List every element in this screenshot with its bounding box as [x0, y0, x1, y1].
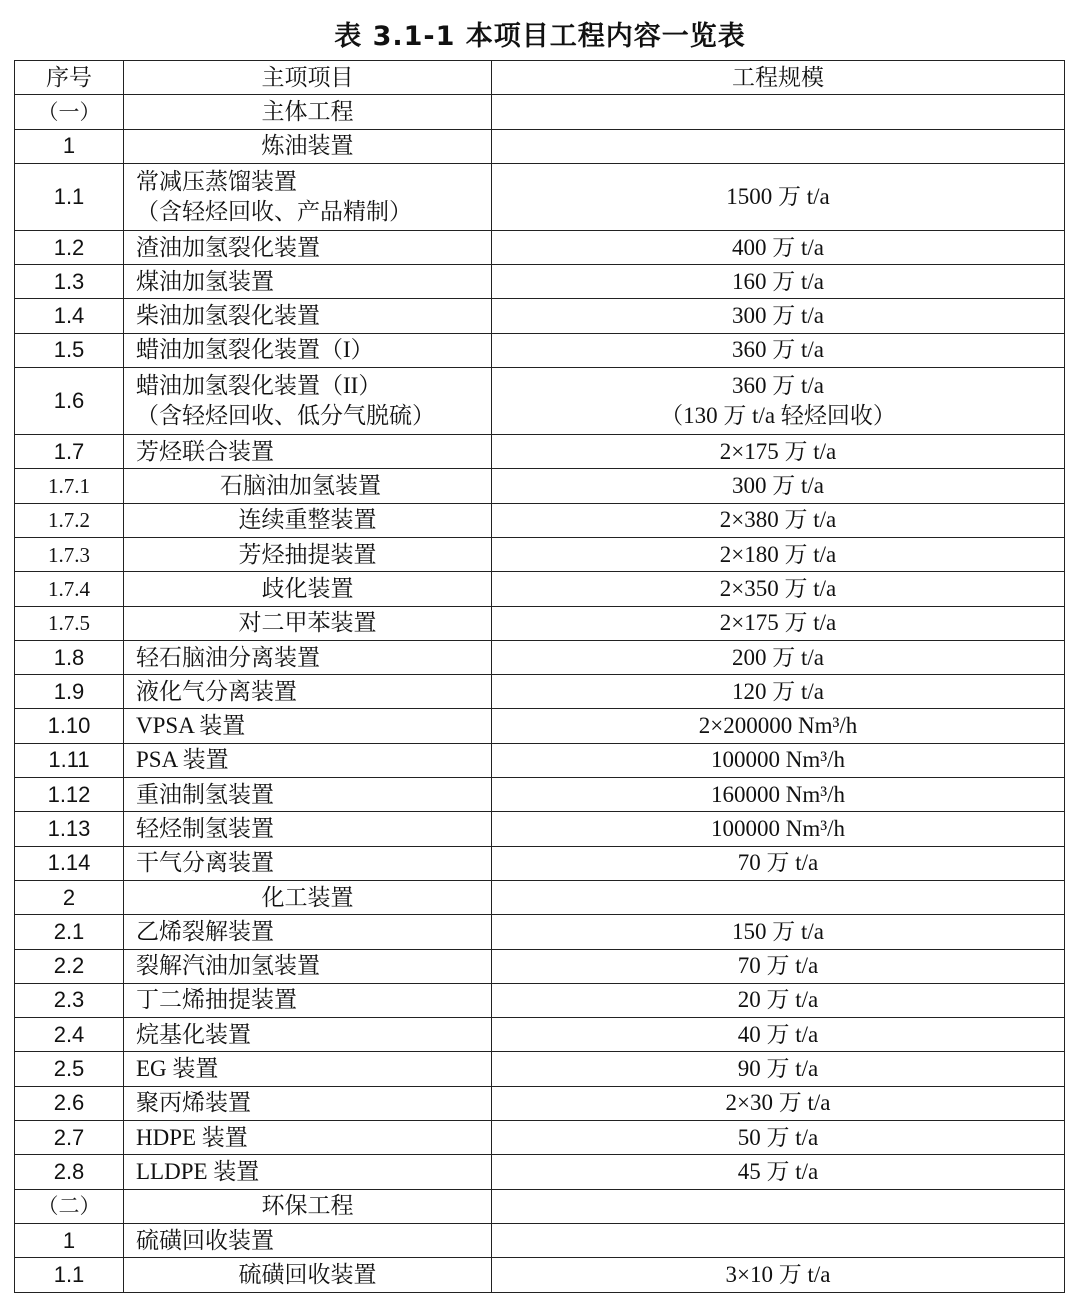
table-row — [15, 983, 1065, 1017]
row-scale — [492, 537, 1065, 571]
row-scale — [492, 265, 1065, 299]
row-seq: （一） — [15, 95, 124, 129]
scale-line: 70 万 t/a — [737, 953, 819, 979]
row-item-name — [124, 606, 492, 640]
scale-line: 360 万 t/a — [732, 337, 824, 363]
scale-line: 50 万 t/a — [737, 1124, 819, 1150]
row-scale — [492, 129, 1065, 163]
table-row — [15, 1155, 1065, 1189]
item-name-line: 芳烃联合装置 — [136, 438, 274, 464]
item-name-line: 芳烃抽提装置 — [238, 541, 377, 567]
row-scale — [492, 1189, 1065, 1223]
row-seq: 1.6 — [15, 368, 124, 435]
header-item: 主项项目 — [124, 61, 492, 95]
scale-line: 2×30 万 t/a — [725, 1090, 831, 1116]
item-name-line: 重油制氢装置 — [136, 781, 274, 807]
item-name-line: 柴油加氢裂化装置 — [136, 303, 320, 329]
row-item-name — [124, 469, 492, 503]
table-row — [15, 1052, 1065, 1086]
row-seq: 2 — [15, 880, 124, 914]
row-item-name — [124, 435, 492, 469]
table-row — [15, 1258, 1065, 1292]
row-item-name — [124, 709, 492, 743]
item-name-line: 轻烃制氢装置 — [136, 815, 274, 841]
row-seq: 2.7 — [15, 1121, 124, 1155]
row-scale — [492, 1121, 1065, 1155]
table-row — [15, 265, 1065, 299]
item-name-line: VPSA 装置 — [136, 713, 246, 739]
table-row — [15, 846, 1065, 880]
row-seq: 1.5 — [15, 333, 124, 367]
table-row — [15, 778, 1065, 812]
table-row — [15, 1223, 1065, 1257]
item-name-line: 蜡油加氢裂化装置（II） — [136, 373, 382, 399]
row-item-name — [124, 129, 492, 163]
item-name-line: 裂解汽油加氢装置 — [136, 953, 320, 979]
row-scale — [492, 1223, 1065, 1257]
row-scale — [492, 163, 1065, 230]
table-title: 表 3.1-1 本项目工程内容一览表 — [334, 21, 746, 52]
row-scale — [492, 435, 1065, 469]
scale-line: 40 万 t/a — [737, 1021, 819, 1047]
table-row — [15, 95, 1065, 129]
scale-line: 300 万 t/a — [732, 303, 824, 329]
row-item-name — [124, 163, 492, 230]
table-row — [15, 299, 1065, 333]
scale-line: 3×10 万 t/a — [725, 1261, 831, 1287]
row-item-name — [124, 880, 492, 914]
row-seq: 1.4 — [15, 299, 124, 333]
scale-line: 160000 Nm³/h — [710, 781, 846, 807]
header-seq: 序号 — [15, 61, 124, 95]
row-scale — [492, 606, 1065, 640]
table-row — [15, 1189, 1065, 1223]
row-scale — [492, 1086, 1065, 1120]
item-name-line: （含轻烃回收、产品精制） — [136, 198, 412, 224]
row-item-name — [124, 778, 492, 812]
row-seq: 1.7.2 — [15, 503, 124, 537]
row-scale — [492, 572, 1065, 606]
row-seq: 1.10 — [15, 709, 124, 743]
scale-line: 100000 Nm³/h — [710, 747, 846, 773]
row-seq: （二） — [15, 1189, 124, 1223]
row-item-name — [124, 983, 492, 1017]
table-row — [15, 333, 1065, 367]
row-scale — [492, 812, 1065, 846]
row-item-name — [124, 846, 492, 880]
row-item-name — [124, 1018, 492, 1052]
row-scale — [492, 299, 1065, 333]
scale-line: 120 万 t/a — [732, 678, 824, 704]
table-row — [15, 606, 1065, 640]
item-name-line: 煤油加氢装置 — [136, 268, 274, 294]
row-item-name — [124, 572, 492, 606]
item-name-line: 聚丙烯装置 — [136, 1090, 251, 1116]
row-item-name — [124, 1223, 492, 1257]
row-seq: 1.7.4 — [15, 572, 124, 606]
row-item-name — [124, 1155, 492, 1189]
row-scale — [492, 503, 1065, 537]
row-scale — [492, 983, 1065, 1017]
row-seq: 1.3 — [15, 265, 124, 299]
scale-line: 150 万 t/a — [732, 918, 824, 944]
row-item-name — [124, 949, 492, 983]
row-scale — [492, 1018, 1065, 1052]
item-name-line: HDPE 装置 — [136, 1124, 248, 1150]
scale-line: 160 万 t/a — [732, 268, 824, 294]
row-item-name — [124, 1052, 492, 1086]
row-seq: 2.4 — [15, 1018, 124, 1052]
row-scale — [492, 675, 1065, 709]
row-seq: 1.13 — [15, 812, 124, 846]
row-item-name — [124, 743, 492, 777]
table-row — [15, 572, 1065, 606]
row-scale — [492, 640, 1065, 674]
table-row — [15, 230, 1065, 264]
row-scale — [492, 1155, 1065, 1189]
scale-line: 90 万 t/a — [737, 1056, 819, 1082]
row-scale — [492, 1258, 1065, 1292]
item-name-line: 硫磺回收装置 — [238, 1261, 377, 1287]
row-seq: 1.8 — [15, 640, 124, 674]
scale-line: 300 万 t/a — [732, 473, 824, 499]
row-seq: 2.8 — [15, 1155, 124, 1189]
scale-line: 2×175 万 t/a — [719, 610, 837, 636]
item-name-line: 常减压蒸馏装置 — [136, 168, 297, 194]
row-seq: 2.6 — [15, 1086, 124, 1120]
header-scale: 工程规模 — [492, 61, 1065, 95]
row-item-name — [124, 265, 492, 299]
table-row — [15, 469, 1065, 503]
scale-line: 100000 Nm³/h — [710, 815, 846, 841]
scale-line: 20 万 t/a — [737, 987, 819, 1013]
item-name-line: 渣油加氢裂化装置 — [136, 234, 320, 260]
row-item-name — [124, 333, 492, 367]
table-row — [15, 880, 1065, 914]
row-scale — [492, 743, 1065, 777]
row-seq: 1.2 — [15, 230, 124, 264]
table-row — [15, 129, 1065, 163]
row-scale — [492, 333, 1065, 367]
row-seq: 2.2 — [15, 949, 124, 983]
row-seq: 1.7.5 — [15, 606, 124, 640]
table-row — [15, 1018, 1065, 1052]
item-name-line: PSA 装置 — [136, 747, 229, 773]
item-name-line: 烷基化装置 — [136, 1021, 251, 1047]
row-scale — [492, 709, 1065, 743]
table-row — [15, 537, 1065, 571]
row-item-name — [124, 640, 492, 674]
table-row — [15, 675, 1065, 709]
row-item-name — [124, 299, 492, 333]
item-name-line: 对二甲苯装置 — [238, 610, 377, 636]
item-name-line: 蜡油加氢裂化装置（I） — [136, 337, 374, 363]
item-name-line: 干气分离装置 — [136, 850, 274, 876]
table-row — [15, 915, 1065, 949]
item-name-line: 液化气分离装置 — [136, 678, 297, 704]
row-scale — [492, 368, 1065, 435]
row-item-name — [124, 812, 492, 846]
row-scale — [492, 230, 1065, 264]
item-name-line: 轻石脑油分离装置 — [136, 644, 320, 670]
row-seq: 1.7.1 — [15, 469, 124, 503]
row-item-name — [124, 1086, 492, 1120]
scale-line: 400 万 t/a — [732, 234, 824, 260]
item-name-line: 歧化装置 — [261, 575, 354, 601]
row-item-name — [124, 675, 492, 709]
scale-line: 70 万 t/a — [737, 850, 819, 876]
row-item-name — [124, 1189, 492, 1223]
row-item-name — [124, 368, 492, 435]
scale-line: 45 万 t/a — [737, 1158, 819, 1184]
row-seq: 1 — [15, 129, 124, 163]
table-row — [15, 503, 1065, 537]
table-row — [15, 368, 1065, 435]
row-item-name — [124, 1121, 492, 1155]
scale-line: 2×180 万 t/a — [719, 541, 837, 567]
item-name-line: 连续重整装置 — [238, 507, 377, 533]
row-scale — [492, 915, 1065, 949]
item-name-line: 乙烯裂解装置 — [136, 918, 274, 944]
row-item-name — [124, 230, 492, 264]
scale-line: 2×175 万 t/a — [719, 438, 837, 464]
table-row — [15, 1086, 1065, 1120]
row-seq: 1 — [15, 1223, 124, 1257]
table-row — [15, 1121, 1065, 1155]
item-name-line: 丁二烯抽提装置 — [136, 987, 297, 1013]
scale-line: 360 万 t/a — [732, 373, 824, 399]
row-seq: 2.3 — [15, 983, 124, 1017]
item-name-line: 化工装置 — [261, 884, 354, 910]
row-seq: 1.9 — [15, 675, 124, 709]
row-seq: 1.1 — [15, 1258, 124, 1292]
row-scale — [492, 949, 1065, 983]
table-header-row — [15, 61, 1065, 95]
table-row — [15, 640, 1065, 674]
row-seq: 1.12 — [15, 778, 124, 812]
table-row — [15, 949, 1065, 983]
item-name-line: 石脑油加氢装置 — [220, 473, 381, 499]
scale-line: （130 万 t/a 轻烃回收） — [660, 403, 896, 429]
item-name-line: 主体工程 — [261, 98, 354, 124]
table-body — [15, 95, 1065, 1292]
row-seq: 2.1 — [15, 915, 124, 949]
item-name-line: 环保工程 — [261, 1193, 354, 1219]
table-row — [15, 163, 1065, 230]
scale-line: 2×350 万 t/a — [719, 575, 837, 601]
item-name-line: 硫磺回收装置 — [136, 1227, 274, 1253]
row-seq: 1.1 — [15, 163, 124, 230]
row-item-name — [124, 915, 492, 949]
row-scale — [492, 880, 1065, 914]
row-seq: 1.11 — [15, 743, 124, 777]
row-scale — [492, 469, 1065, 503]
scale-line: 2×200000 Nm³/h — [698, 713, 858, 739]
item-name-line: LLDPE 装置 — [136, 1158, 260, 1184]
row-item-name — [124, 537, 492, 571]
row-seq: 1.14 — [15, 846, 124, 880]
row-seq: 2.5 — [15, 1052, 124, 1086]
row-seq: 1.7.3 — [15, 537, 124, 571]
row-seq: 1.7 — [15, 435, 124, 469]
table-row — [15, 812, 1065, 846]
row-scale — [492, 778, 1065, 812]
project-content-table — [14, 60, 1065, 1293]
scale-line: 1500 万 t/a — [726, 183, 830, 209]
row-item-name — [124, 95, 492, 129]
table-row — [15, 435, 1065, 469]
row-scale — [492, 1052, 1065, 1086]
item-name-line: EG 装置 — [136, 1056, 219, 1082]
scale-line: 200 万 t/a — [732, 644, 824, 670]
item-name-line: （含轻烃回收、低分气脱硫） — [136, 403, 435, 429]
table-row — [15, 709, 1065, 743]
row-scale — [492, 95, 1065, 129]
scale-line: 2×380 万 t/a — [719, 507, 837, 533]
table-row — [15, 743, 1065, 777]
row-item-name — [124, 1258, 492, 1292]
item-name-line: 炼油装置 — [261, 133, 354, 159]
row-scale — [492, 846, 1065, 880]
row-item-name — [124, 503, 492, 537]
